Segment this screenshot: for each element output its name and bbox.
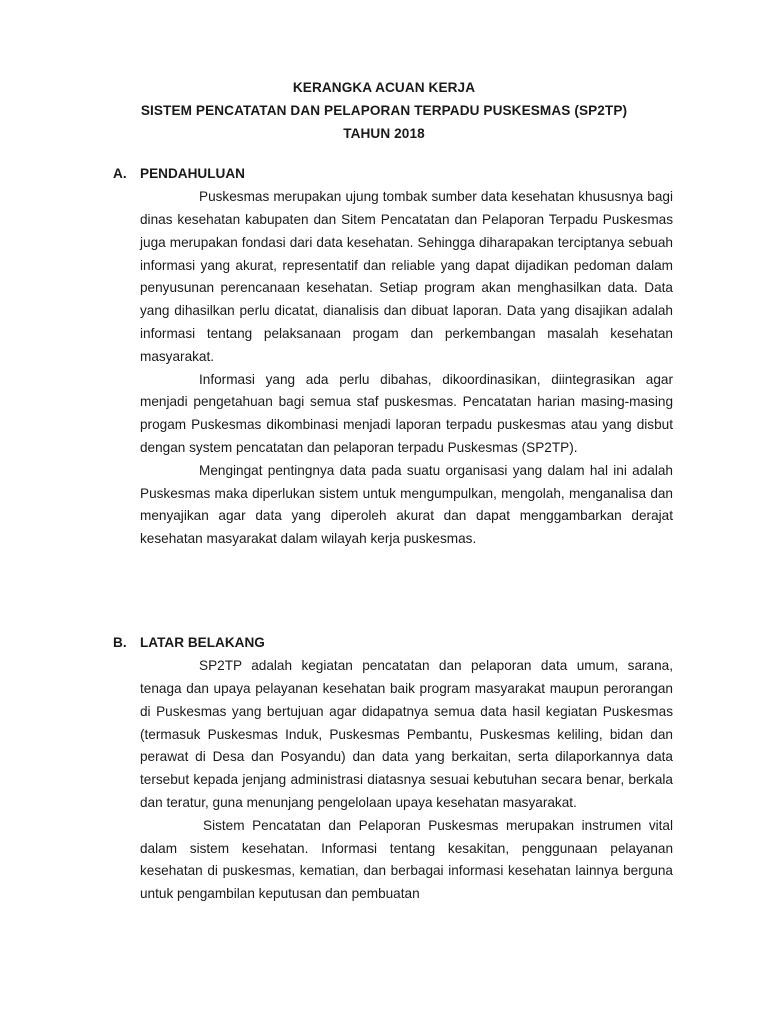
section-letter: A. (113, 166, 127, 181)
title-line-1: KERANGKA ACUAN KERJA (292, 80, 476, 95)
paragraph: Informasi yang ada perlu dibahas, dikoordinasikan, diintegrasikan agar menjadi pengetahuan bagi semua staf puskesmas. Pencatatan harian masing-masing progam Puskesmas dikombinasi menjadi laporan terpadu puskesmas atau yang disbut dengan system pencatatan dan pelaporan terpadu Puskesmas (SP2TP). (140, 371, 673, 456)
section-body (140, 186, 673, 551)
title-line-3: TAHUN 2018 (343, 125, 425, 141)
paragraph: Mengingat pentingnya data pada suatu organisasi yang dalam hal ini adalah Puskesmas maka diperlukan sistem untuk mengumpulkan, mengolah, menganalisa dan menyajikan agar data yang diperoleh akurat dan dapat menggambarkan derajat kesehatan masyarakat dalam wilayah kerja puskesmas. (140, 462, 673, 547)
section-letter: B. (113, 635, 127, 650)
section-latar-belakang (113, 632, 673, 906)
title-line-2: SISTEM PENCATATAN DAN PELAPORAN TERPADU PUSKESMAS (SP2TP) (140, 102, 628, 118)
section-body (140, 655, 673, 906)
section-title: PENDAHULUAN (140, 166, 245, 181)
document-title (0, 0, 768, 145)
section-title: LATAR BELAKANG (140, 635, 265, 650)
paragraph: SP2TP adalah kegiatan pencatatan dan pelaporan data umum, sarana, tenaga dan upaya pelayanan kesehatan baik program masyarakat maupun perorangan di Puskesmas yang bertujuan agar didapatnya semua data hasil kegiatan Puskesmas (termasuk Puskesmas Induk, Puskesmas Pembantu, Puskesmas keliling, bidan dan perawat di Desa dan Posyandu) dan data yang berkaitan, serta dilaporkannya data tersebut kepada jenjang administrasi diatasnya sesuai kebutuhan secara benar, berkala dan teratur, guna menunjang pengelolaan upaya kesehatan masyarakat. (140, 658, 673, 811)
section-heading (113, 163, 673, 186)
section-heading (113, 632, 673, 655)
paragraph: Sistem Pencatatan dan Pelaporan Puskesmas merupakan instrumen vital dalam sistem kesehatan. Informasi tentang kesakitan, penggunaan pelayanan kesehatan di puskesmas, kematian, dan berbagai informasi kesehatan lainnya berguna untuk pengambilan keputusan dan pembuatan (140, 817, 673, 902)
paragraph: Puskesmas merupakan ujung tombak sumber data kesehatan khususnya bagi dinas kesehatan kabupaten dan Sitem Pencatatan dan Pelaporan Terpadu Puskesmas juga merupakan fondasi dari data kesehatan. Sehingga diharapakan terciptanya sebuah informasi yang akurat, representatif dan reliable yang dapat dijadikan pedoman dalam penyusunan perencanaan kesehatan. Setiap program akan menghasilkan data. Data yang dihasilkan perlu dicatat, dianalisis dan dibuat laporan. Data yang disajikan adalah informasi tentang pelaksanaan progam dan perkembangan masalah kesehatan masyarakat. (140, 189, 673, 364)
section-pendahuluan (113, 163, 673, 551)
